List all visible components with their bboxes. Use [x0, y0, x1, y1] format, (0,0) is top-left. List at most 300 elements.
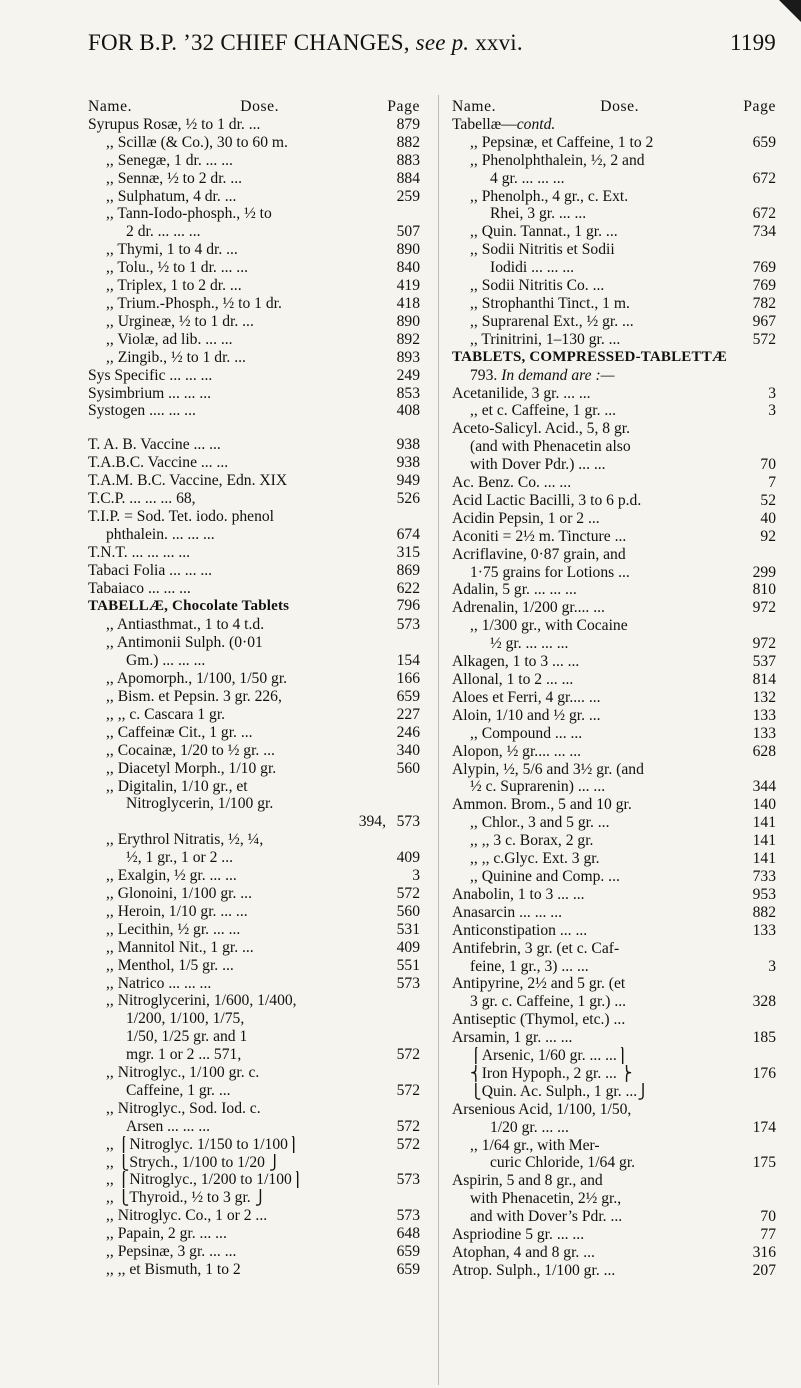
entry-row	[452, 922, 776, 940]
entry-text: ,, Scillæ (& Co.), 30 to 60 m.	[106, 133, 288, 151]
entry-text: ,, Pepsinæ, et Caffeine, 1 to 2	[470, 133, 654, 151]
entry-page: 174	[752, 1118, 776, 1136]
entry-text: ,, Glonoini, 1/100 gr. ...	[106, 884, 252, 902]
entry-page: 92	[760, 527, 776, 545]
entry-text: ,, Nitroglycerini, 1/600, 1/400,	[106, 992, 297, 1010]
entry-row	[88, 472, 420, 490]
entry-row	[452, 116, 776, 134]
entry-text: Aloin, 1/10 and ½ gr. ...	[452, 706, 601, 724]
entry-text: Tabaiaco ... ... ...	[88, 579, 191, 597]
entry-row	[88, 652, 420, 670]
entry-row	[452, 510, 776, 528]
entry-text: ½ gr. ... ... ...	[490, 635, 569, 653]
page-number: 1199	[730, 30, 776, 55]
entry-page: 7	[768, 474, 776, 492]
entry-text: ,, Sodii Nitritis et Sodii	[470, 241, 615, 259]
entry-page: 893	[396, 348, 420, 366]
entry-text: Arsen ... ... ...	[126, 1117, 211, 1135]
left-head-dose: Dose.	[240, 98, 280, 115]
entry-page: 879	[396, 115, 420, 133]
entry-row	[452, 1083, 776, 1101]
entry-text: ,, Digitalin, 1/10 gr., et	[106, 777, 248, 795]
entry-text: ,, Sennæ, ½ to 2 dr. ...	[106, 169, 243, 187]
entry-text: ,, Nitroglyc., 1/100 gr. c.	[106, 1064, 260, 1082]
entry-row	[452, 349, 776, 367]
entry-page: 176	[752, 1064, 776, 1082]
entry-text: 1/20 gr. ... ...	[490, 1118, 569, 1136]
entry-page: 840	[396, 259, 420, 277]
entry-row	[88, 241, 420, 259]
entry-row	[88, 367, 420, 385]
entry-row	[452, 743, 776, 761]
entry-row	[88, 205, 420, 223]
entry-text: 1·75 grains for Lotions ...	[470, 563, 630, 581]
entry-text: ,, Nitroglyc. Co., 1 or 2 ...	[106, 1207, 268, 1225]
entry-text: 1/200, 1/100, 1/75,	[126, 1010, 245, 1028]
entry-row	[88, 1064, 420, 1082]
entry-page: 884	[396, 169, 420, 187]
entry-page: 3	[768, 384, 776, 402]
entry-text: ,, Caffeinæ Cit., 1 gr. ...	[106, 723, 253, 741]
entry-page: 573	[396, 1171, 420, 1189]
entry-page: 648	[396, 1225, 420, 1243]
entry-text: ,, Senegæ, 1 dr. ... ...	[106, 151, 233, 169]
entry-page: 175	[752, 1154, 776, 1172]
entry-row	[452, 402, 776, 420]
entry-text: 394,	[358, 813, 386, 831]
entry-page: 672	[752, 205, 776, 223]
entry-page: 166	[396, 670, 420, 688]
entry-text: Anabolin, 1 to 3 ... ...	[452, 885, 585, 903]
entry-page: 52	[760, 491, 776, 509]
entry-row	[452, 564, 776, 582]
entry-text: ,, ⎧Nitroglyc., 1/200 to 1/100⎫	[106, 1171, 304, 1189]
entry-text: ,, Tann-Iodo-phosph., ½ to	[106, 205, 272, 223]
entry-row	[88, 778, 420, 796]
entry-text: ,, 1/64 gr., with Mer-	[470, 1136, 600, 1154]
entry-row	[452, 223, 776, 241]
header-left	[88, 30, 523, 56]
entry-page: 526	[396, 490, 420, 508]
entry-text: Ac. Benz. Co. ... ...	[452, 474, 572, 492]
entry-text: ,, ,, c. Cascara 1 gr.	[106, 705, 226, 723]
entry-row	[452, 1172, 776, 1190]
entry-page: 972	[752, 635, 776, 653]
entry-row	[88, 992, 420, 1010]
entry-text: ,, Antimonii Sulph. (0·01	[106, 634, 263, 652]
entry-text: (and with Phenacetin also	[470, 438, 631, 456]
left-column	[88, 98, 420, 1279]
entry-row	[88, 634, 420, 652]
entry-text: ,, ⎩Thyroid., ½ to 3 gr. ⎭	[106, 1189, 267, 1207]
entry-row	[452, 1011, 776, 1029]
entry-text: ,, Mannitol Nit., 1 gr. ...	[106, 938, 254, 956]
entry-row	[452, 850, 776, 868]
left-entries	[88, 116, 420, 1279]
entry-text: ,, Pepsinæ, 3 gr. ... ...	[106, 1243, 237, 1261]
entry-row	[88, 1010, 420, 1028]
header-reference: xxvi.	[475, 30, 523, 55]
right-column	[452, 98, 776, 1280]
entry-row	[452, 1065, 776, 1083]
right-entries	[452, 116, 776, 1280]
entry-text: Aconiti = 2½ m. Tincture ...	[452, 527, 627, 545]
entry-row	[88, 813, 420, 831]
entry-text: ⎩Quin. Ac. Sulph., 1 gr. ...⎭	[470, 1082, 649, 1100]
entry-text: Acid Lactic Bacilli, 3 to 6 p.d.	[452, 491, 642, 509]
left-head-name: Name.	[88, 98, 133, 115]
entry-page: 890	[396, 241, 420, 259]
entry-row	[452, 474, 776, 492]
entry-row	[452, 814, 776, 832]
entry-text: Iodidi ... ... ...	[490, 259, 575, 277]
entry-row	[88, 277, 420, 295]
entry-row	[452, 1047, 776, 1065]
entry-page: 551	[396, 956, 420, 974]
entry-row	[452, 438, 776, 456]
entry-row	[88, 885, 420, 903]
entry-row	[88, 402, 420, 420]
entry-text: ,, ,, 3 c. Borax, 2 gr.	[470, 832, 594, 850]
entry-row	[88, 134, 420, 152]
entry-page: 733	[752, 867, 776, 885]
entry-text: Antifebrin, 3 gr. (et c. Caf-	[452, 939, 620, 957]
entry-text: Tabellæ—contd.	[452, 115, 556, 133]
entry-page: 40	[760, 509, 776, 527]
entry-text: ,, Zingib., ½ to 1 dr. ...	[106, 348, 246, 366]
entry-row	[452, 725, 776, 743]
right-head-name: Name.	[452, 98, 497, 115]
entry-page: 249	[396, 366, 420, 384]
entry-page: 70	[760, 1208, 776, 1226]
entry-text: T.N.T. ... ... ... ...	[88, 543, 191, 561]
entry-row	[88, 580, 420, 598]
entry-text: Acriflavine, 0·87 grain, and	[452, 545, 626, 563]
entry-row	[452, 778, 776, 796]
entry-page: 132	[752, 688, 776, 706]
entry-row	[452, 1208, 776, 1226]
entry-page: 140	[752, 796, 776, 814]
entry-page: 674	[396, 525, 420, 543]
entry-text: ,, Compound ... ...	[470, 724, 583, 742]
entry-text: Aspriodine 5 gr. ... ...	[452, 1226, 585, 1244]
entry-page: 507	[396, 223, 420, 241]
entry-page: 133	[752, 921, 776, 939]
entry-text: Arsamin, 1 gr. ... ...	[452, 1029, 573, 1047]
entry-text: ,, Thymi, 1 to 4 dr. ...	[106, 241, 238, 259]
entry-text: ,, Antiasthmat., 1 to 4 t.d.	[106, 616, 265, 634]
entry-row	[452, 886, 776, 904]
entry-text: Acetanilide, 3 gr. ... ...	[452, 384, 591, 402]
entry-row	[452, 761, 776, 779]
entry-text: Gm.) ... ... ...	[126, 652, 206, 670]
entry-page: 572	[396, 884, 420, 902]
entry-page: 207	[752, 1261, 776, 1279]
entry-text: Arsenious Acid, 1/100, 1/50,	[452, 1100, 632, 1118]
entry-text: ½ c. Suprarenin) ... ...	[470, 778, 606, 796]
entry-text: ,, Tolu., ½ to 1 dr. ... ...	[106, 259, 249, 277]
entry-row	[452, 367, 776, 385]
entry-text: Acidin Pepsin, 1 or 2 ...	[452, 509, 600, 527]
entry-row	[88, 688, 420, 706]
entry-page: 938	[396, 454, 420, 472]
entry-text: Systogen .... ... ...	[88, 402, 196, 420]
entry-text: ,, Phenolphthalein, ½, 2 and	[470, 151, 645, 169]
entry-row	[88, 508, 420, 526]
entry-text: Alkagen, 1 to 3 ... ...	[452, 653, 580, 671]
entry-text: ,, Triplex, 1 to 2 dr. ...	[106, 277, 242, 295]
entry-page: 628	[752, 742, 776, 760]
entry-text: phthalein. ... ... ...	[106, 525, 215, 543]
entry-text: 4 gr. ... ... ...	[490, 169, 565, 187]
entry-row	[88, 670, 420, 688]
entry-page: 531	[396, 920, 420, 938]
entry-text: Atophan, 4 and 8 gr. ...	[452, 1244, 595, 1261]
header-see-page: see p.	[415, 30, 470, 55]
entry-row	[88, 1207, 420, 1225]
entry-page: 408	[396, 402, 420, 420]
entry-row	[88, 170, 420, 188]
entry-row	[452, 1226, 776, 1244]
entry-page: 853	[396, 384, 420, 402]
entry-text: Nitroglycerin, 1/100 gr.	[126, 795, 274, 813]
entry-row	[88, 597, 420, 616]
left-head-page: Page	[387, 98, 420, 115]
entry-row	[452, 420, 776, 438]
entry-page: 77	[760, 1226, 776, 1244]
entry-page: 141	[752, 850, 776, 868]
entry-row	[452, 331, 776, 349]
entry-row	[88, 349, 420, 367]
entry-text: Tabaci Folia ... ... ...	[88, 561, 213, 579]
entry-row	[452, 975, 776, 993]
entry-page: 572	[396, 1046, 420, 1064]
entry-page: 769	[752, 277, 776, 295]
entry-text: mgr. 1 or 2 ... 571,	[126, 1046, 242, 1064]
entry-page: 672	[752, 169, 776, 187]
entry-row	[88, 385, 420, 403]
entry-page: 659	[396, 1243, 420, 1261]
entry-text: ,, Lecithin, ½ gr. ... ...	[106, 920, 241, 938]
entry-page: 419	[396, 277, 420, 295]
entry-text: Alypin, ½, 5/6 and 3½ gr. (and	[452, 760, 644, 778]
entry-text: ,, ,, c.Glyc. Ext. 3 gr.	[470, 850, 600, 868]
entry-page: 814	[752, 671, 776, 688]
entry-row	[452, 1244, 776, 1262]
entry-page: 70	[760, 456, 776, 474]
entry-row	[452, 259, 776, 277]
entry-page: 659	[752, 133, 776, 151]
entry-row	[452, 1154, 776, 1172]
entry-text: T.I.P. = Sod. Tet. iodo. phenol	[88, 507, 275, 525]
entry-text: ,, Papain, 2 gr. ... ...	[106, 1225, 227, 1243]
entry-text: ,, ⎩Strych., 1/100 to 1/20 ⎭	[106, 1153, 281, 1171]
entry-row	[88, 331, 420, 349]
entry-page: 769	[752, 259, 776, 277]
entry-text: Syrupus Rosæ, ½ to 1 dr. ...	[88, 115, 261, 133]
entry-row	[88, 188, 420, 206]
entry-text: Anasarcin ... ... ...	[452, 903, 562, 921]
entry-row	[88, 152, 420, 170]
entry-row	[452, 653, 776, 671]
entry-text: ,, Phenolph., 4 gr., c. Ext.	[470, 187, 629, 205]
entry-text: ,, Suprarenal Ext., ½ gr. ...	[470, 312, 634, 330]
entry-text: Alopon, ½ gr.... ... ...	[452, 742, 582, 760]
entry-text: ,, Diacetyl Morph., 1/10 gr.	[106, 759, 277, 777]
entry-row	[88, 436, 420, 454]
entry-page: 154	[396, 652, 420, 670]
entry-row	[88, 562, 420, 580]
entry-text: Aceto-Salicyl. Acid., 5, 8 gr.	[452, 420, 630, 438]
entry-row	[452, 492, 776, 510]
entry-row	[88, 903, 420, 921]
entry-page: 659	[396, 688, 420, 705]
entry-row	[88, 939, 420, 957]
entry-row	[88, 1189, 420, 1207]
entry-text: Sysimbrium ... ... ...	[88, 384, 212, 402]
entry-row	[88, 259, 420, 277]
entry-page: 560	[396, 759, 420, 777]
entry-page: 573	[396, 1207, 420, 1225]
entry-row	[88, 760, 420, 778]
entry-page: 340	[396, 741, 420, 759]
entry-text: ,, Urgineæ, ½ to 1 dr. ...	[106, 312, 254, 330]
entry-row	[88, 957, 420, 975]
entry-text: T. A. B. Vaccine ... ...	[88, 436, 221, 454]
entry-page: 185	[752, 1029, 776, 1047]
entry-row	[452, 1137, 776, 1155]
entry-page: 299	[752, 563, 776, 581]
entry-row	[452, 617, 776, 635]
entry-text: ,, Trinitrini, 1–130 gr. ...	[470, 330, 621, 348]
entry-row	[88, 1100, 420, 1118]
entry-row	[88, 490, 420, 508]
entry-page: 3	[768, 957, 776, 975]
entry-row	[452, 385, 776, 403]
entry-text: ½, 1 gr., 1 or 2 ...	[126, 849, 233, 867]
entry-row	[452, 635, 776, 653]
entry-row	[88, 1225, 420, 1243]
entry-text: ,, Menthol, 1/5 gr. ...	[106, 956, 234, 974]
entry-row	[452, 1029, 776, 1047]
entry-page: 3	[412, 867, 420, 885]
entry-page: 882	[396, 133, 420, 151]
entry-row	[452, 188, 776, 206]
entry-row	[88, 454, 420, 472]
entry-page: 344	[752, 778, 776, 796]
entry-row	[452, 277, 776, 295]
entry-text: Antiseptic (Thymol, etc.) ...	[452, 1011, 626, 1029]
entry-text: Aspirin, 5 and 8 gr., and	[452, 1172, 603, 1190]
entry-text: TABELLÆ, Chocolate Tablets	[88, 598, 290, 615]
entry-row	[452, 796, 776, 814]
entry-page: 892	[396, 330, 420, 348]
entry-row	[452, 904, 776, 922]
entry-text: Ammon. Brom., 5 and 10 gr.	[452, 796, 632, 814]
entry-row	[452, 528, 776, 546]
entry-row	[88, 1028, 420, 1046]
entry-row	[452, 993, 776, 1011]
entry-row	[452, 832, 776, 850]
entry-page: 141	[752, 832, 776, 850]
entry-text: 793. In demand are :—	[470, 366, 615, 384]
entry-page: 133	[752, 706, 776, 724]
entry-row	[452, 1119, 776, 1137]
entry-text: Antipyrine, 2½ and 5 gr. (et	[452, 975, 626, 993]
entry-page: 573	[396, 813, 420, 831]
entry-row	[88, 116, 420, 134]
entry-row	[452, 241, 776, 259]
entry-row	[452, 152, 776, 170]
entry-page: 810	[752, 581, 776, 599]
entry-row	[452, 134, 776, 152]
entry-text: Adalin, 5 gr. ... ... ...	[452, 581, 577, 599]
entry-text: ,, Apomorph., 1/100, 1/50 gr.	[106, 670, 288, 688]
entry-text: ,, 1/300 gr., with Cocaine	[470, 617, 628, 635]
entry-text: feine, 1 gr., 3) ... ...	[470, 957, 589, 975]
entry-text: ,, Quin. Tannat., 1 gr. ...	[470, 223, 618, 241]
entry-row	[452, 313, 776, 331]
entry-row	[88, 1082, 420, 1100]
entry-row	[88, 1261, 420, 1279]
entry-page: 796	[396, 597, 420, 615]
entry-row	[88, 742, 420, 760]
entry-text: T.A.B.C. Vaccine ... ...	[88, 454, 229, 472]
entry-row	[88, 616, 420, 634]
entry-page: 141	[752, 814, 776, 832]
entry-text: ,, Erythrol Nitratis, ½, ¼,	[106, 831, 264, 849]
entry-page: 882	[752, 903, 776, 921]
entry-row	[452, 205, 776, 223]
entry-text: Adrenalin, 1/200 gr.... ...	[452, 599, 605, 617]
entry-page: 316	[752, 1244, 776, 1261]
entry-text: 3 gr. c. Caffeine, 1 gr.) ...	[470, 993, 627, 1011]
entry-text: Atrop. Sulph., 1/100 gr. ...	[452, 1261, 616, 1279]
entry-text: Caffeine, 1 gr. ...	[126, 1081, 231, 1099]
entry-page: 409	[396, 938, 420, 956]
entry-row	[88, 544, 420, 562]
entry-row	[452, 1262, 776, 1280]
entry-row	[88, 1171, 420, 1189]
entry-text: ,, Quinine and Comp. ...	[470, 867, 620, 885]
entry-row	[452, 1190, 776, 1208]
entry-page: 409	[396, 849, 420, 867]
entry-text: ,, Cocainæ, 1/20 to ½ gr. ...	[106, 741, 275, 759]
entry-row	[88, 795, 420, 813]
entry-text: with Phenacetin, 2½ gr.,	[470, 1190, 622, 1208]
entry-page: 573	[396, 974, 420, 992]
entry-page: 573	[396, 616, 420, 634]
entry-page: 537	[752, 653, 776, 671]
entry-text: ,, Violæ, ad lib. ... ...	[106, 330, 233, 348]
entry-page: 883	[396, 151, 420, 169]
entry-row	[452, 546, 776, 564]
entry-row	[452, 707, 776, 725]
entry-text: ,, Strophanthi Tinct., 1 m.	[470, 294, 630, 312]
entry-row	[88, 526, 420, 544]
column-divider	[438, 95, 439, 1385]
entry-row	[452, 170, 776, 188]
entry-page: 782	[752, 294, 776, 312]
entry-text: Allonal, 1 to 2 ... ...	[452, 671, 574, 688]
entry-page: 418	[396, 294, 420, 312]
entry-text: ⎨Iron Hypoph., 2 gr. ... ⎬	[470, 1064, 633, 1082]
entry-text: ,, ⎧Nitroglyc. 1/150 to 1/100⎫	[106, 1135, 300, 1153]
entry-page: 572	[396, 1081, 420, 1099]
entry-row	[88, 1046, 420, 1064]
entry-row	[88, 1243, 420, 1261]
entry-row	[88, 724, 420, 742]
